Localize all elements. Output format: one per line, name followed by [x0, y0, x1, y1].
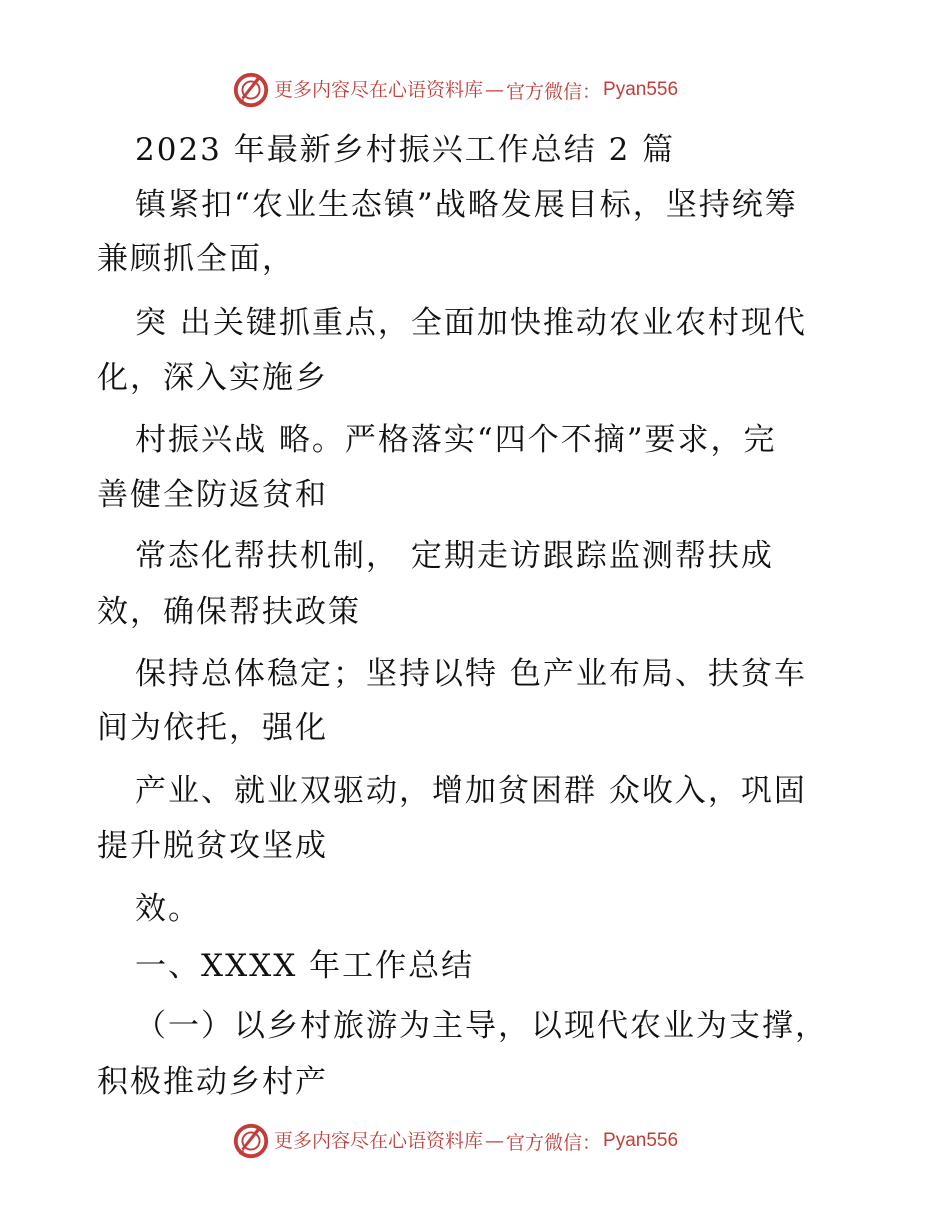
- paragraph-line: 村振兴战 略。严格落实“四个不摘”要求，完: [135, 422, 777, 458]
- header-banner[interactable]: [232, 70, 678, 110]
- quill-pen-logo-icon: [232, 1122, 270, 1160]
- footer-banner[interactable]: [232, 1121, 678, 1161]
- document-title: 2023 年最新乡村振兴工作总结 2 篇: [135, 132, 676, 168]
- quill-pen-logo-icon: [232, 71, 270, 109]
- banner-wechat-label: 官方微信：: [506, 1131, 602, 1154]
- paragraph-line: 突 出关键抓重点，全面加快推动农业农村现代: [135, 305, 807, 341]
- paragraph-line: 兼顾抓全面，: [97, 241, 295, 277]
- paragraph-line: 产业、就业双驱动，增加贫困群 众收入，巩固: [135, 773, 807, 809]
- paragraph-line: 积极推动乡村产: [97, 1064, 328, 1100]
- banner-wechat-label: 官方微信：: [506, 80, 602, 103]
- banner-dash: —: [485, 79, 505, 101]
- paragraph-line: 提升脱贫攻坚成: [97, 828, 328, 864]
- banner-site-text: 更多内容尽在心语资料库: [274, 78, 484, 101]
- paragraph-line: 常态化帮扶机制， 定期走访跟踪监测帮扶成: [135, 538, 774, 574]
- section-heading: 一、XXXX 年工作总结: [135, 948, 475, 984]
- paragraph-line: 化，深入实施乡: [97, 360, 328, 396]
- paragraph-line: 间为依托，强化: [97, 710, 328, 746]
- paragraph-line: 保持总体稳定；坚持以特 色产业布局、扶贫车: [135, 656, 807, 692]
- paragraph-line: 效。: [135, 891, 201, 927]
- banner-site-text: 更多内容尽在心语资料库: [274, 1129, 484, 1152]
- paragraph-line: 镇紧扣“农业生态镇”战略发展目标，坚持统筹: [135, 187, 798, 223]
- subsection-heading: （一）以乡村旅游为主导，以现代农业为支撑，: [135, 1008, 828, 1044]
- paragraph-line: 效，确保帮扶政策: [97, 594, 361, 630]
- banner-wechat-id: Pyan556: [603, 79, 679, 100]
- paragraph-line: 善健全防返贫和: [97, 477, 328, 513]
- banner-dash: —: [485, 1130, 505, 1152]
- banner-wechat-id: Pyan556: [603, 1130, 679, 1151]
